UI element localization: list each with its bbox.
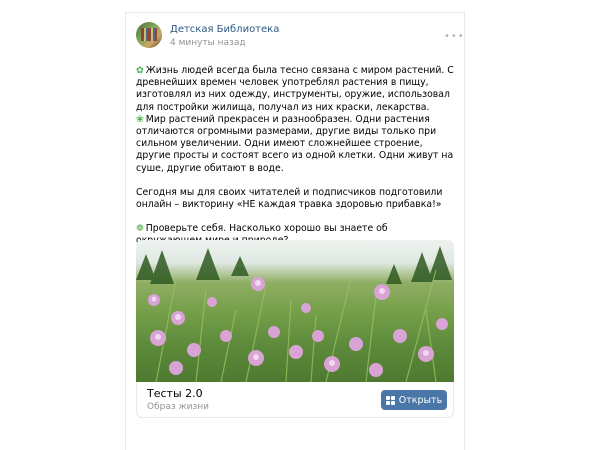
post-paragraph-2: ❀ Мир растений прекрасен и разнообразен. Одни растения отличаются огромными размерами, другие виды только при сильном увеличении. Одни имеют сложнейшее строение, другие просты и состоят всего из одной клетки. Одни живут на суше, другие обитают в воде. xyxy=(136,113,454,174)
attachment-card[interactable] xyxy=(136,382,454,418)
herb-emoji-icon: ❁ xyxy=(136,223,144,235)
community-avatar[interactable] xyxy=(136,22,162,48)
grid-icon xyxy=(386,396,395,405)
post-text xyxy=(136,65,454,248)
post-paragraph-1: ✿ Жизнь людей всегда была тесно связана с миром растений. С древнейших времен человек употреблял растения в пищу, изготовлял из них одежду, инструменты, оружие, использовал для постройки жилища, получал из них краски, лекарства. xyxy=(136,65,454,113)
post-timestamp[interactable]: 4 минуты назад xyxy=(170,38,246,48)
open-button-label: Открыть xyxy=(398,394,443,406)
clover-emoji-icon: ❀ xyxy=(136,113,144,125)
open-button[interactable] xyxy=(381,390,447,410)
leaf-emoji-icon: ✿ xyxy=(136,65,144,76)
attachment-subtitle: Образ жизни xyxy=(147,402,209,412)
meadow-illustration xyxy=(136,240,454,382)
more-horizontal-icon[interactable]: ••• xyxy=(444,31,465,42)
attachment-title[interactable]: Тесты 2.0 xyxy=(147,387,203,400)
post-paragraph-3: Сегодня мы для своих читателей и подписчиков подготовили онлайн – викторину «НЕ каждая травка здоровью прибавка!» xyxy=(136,186,443,211)
post-card xyxy=(125,12,465,450)
meadow-clover-photo[interactable] xyxy=(136,240,454,382)
post-paragraph-4: ❁ Проверьте себя. Насколько хорошо вы знаете об xyxy=(136,223,388,235)
author-name[interactable]: Детская Библиотека xyxy=(170,24,280,35)
